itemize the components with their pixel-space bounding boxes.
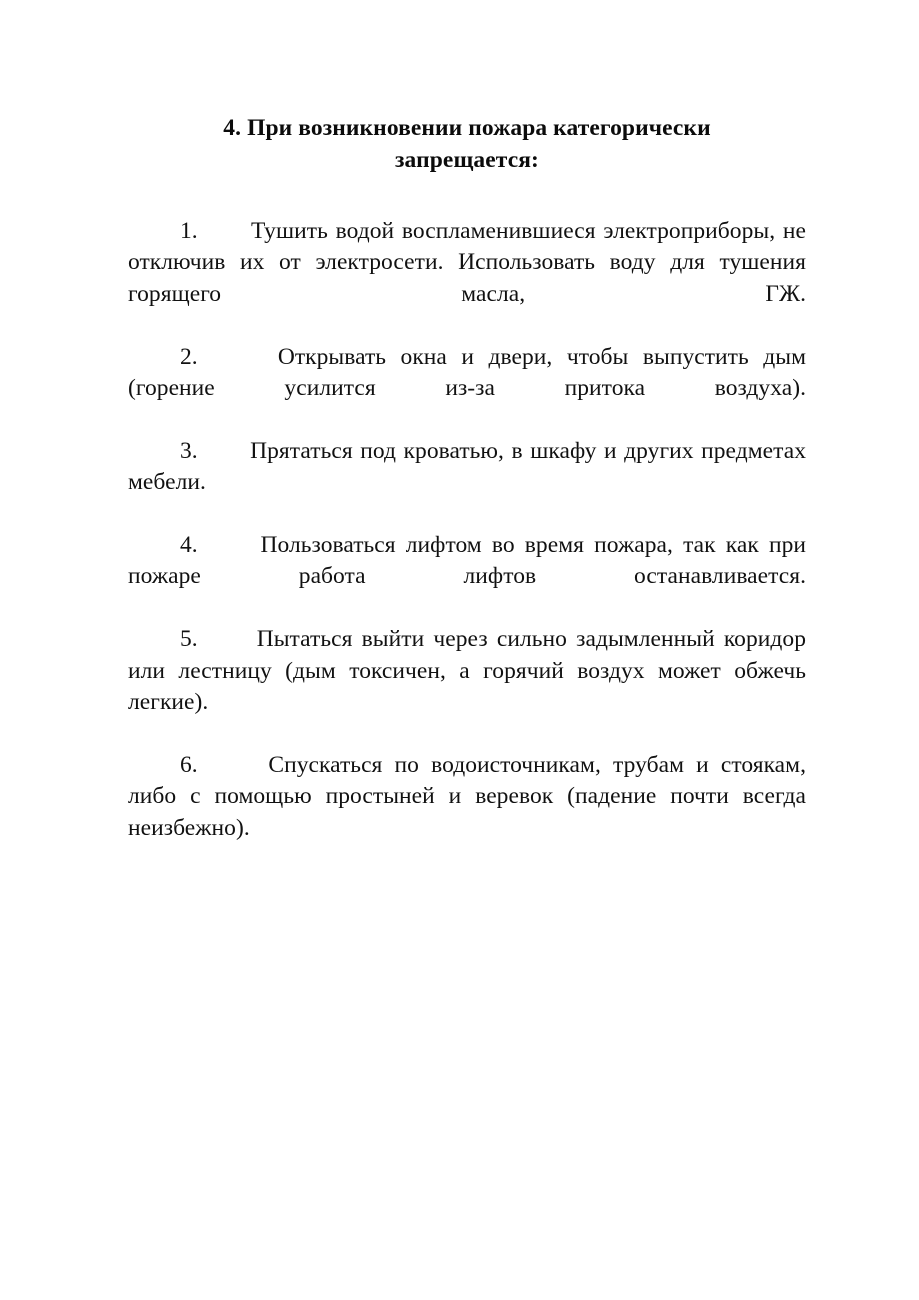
list-item-number: 1. <box>180 218 198 244</box>
list-item-text: Спускаться по водоисточникам, трубам и стоякам, либо с помощью простыней и веревок (падение почти всегда неизбежно). <box>128 751 807 841</box>
list-item-gap <box>198 218 251 244</box>
list-item-number: 2. <box>180 343 198 370</box>
list-item-gap <box>198 752 269 778</box>
prohibitions-list <box>128 216 806 876</box>
list-item <box>128 750 806 876</box>
list-item-number: 6. <box>180 751 198 778</box>
list-item-number: 3. <box>180 437 198 464</box>
list-item <box>128 216 806 342</box>
page-title-line-1: 4. При возникновении пожара категорически <box>223 115 711 141</box>
list-item <box>128 342 806 436</box>
list-item <box>128 530 806 624</box>
list-item-text: Тушить водой воспламенившиеся электроприборы, не отключив их от электросети. Использовать воду для тушения горящего масла, ГЖ. <box>128 218 806 307</box>
list-item-gap <box>198 344 278 370</box>
list-item-gap <box>198 438 250 464</box>
page-title <box>128 112 806 176</box>
page-title-line-2: запрещается: <box>395 147 539 173</box>
list-item <box>128 436 806 530</box>
list-item-text: Прятаться под кроватью, в шкафу и других предметах мебели. <box>128 437 807 496</box>
list-item-text: Открывать окна и двери, чтобы выпустить дым (горение усилится из-за притока воздуха). <box>128 343 807 402</box>
list-item-text: Пользоваться лифтом во время пожара, так как при пожаре работа лифтов останавливается. <box>128 532 807 590</box>
list-item <box>128 624 806 750</box>
list-item-number: 4. <box>180 532 198 559</box>
list-item-gap <box>198 626 257 652</box>
list-item-text: Пытаться выйти через сильно задымленный коридор или лестницу (дым токсичен, а горячий воздух может обжечь легкие). <box>128 626 807 716</box>
list-item-gap <box>198 532 261 558</box>
list-item-number: 5. <box>180 626 198 653</box>
